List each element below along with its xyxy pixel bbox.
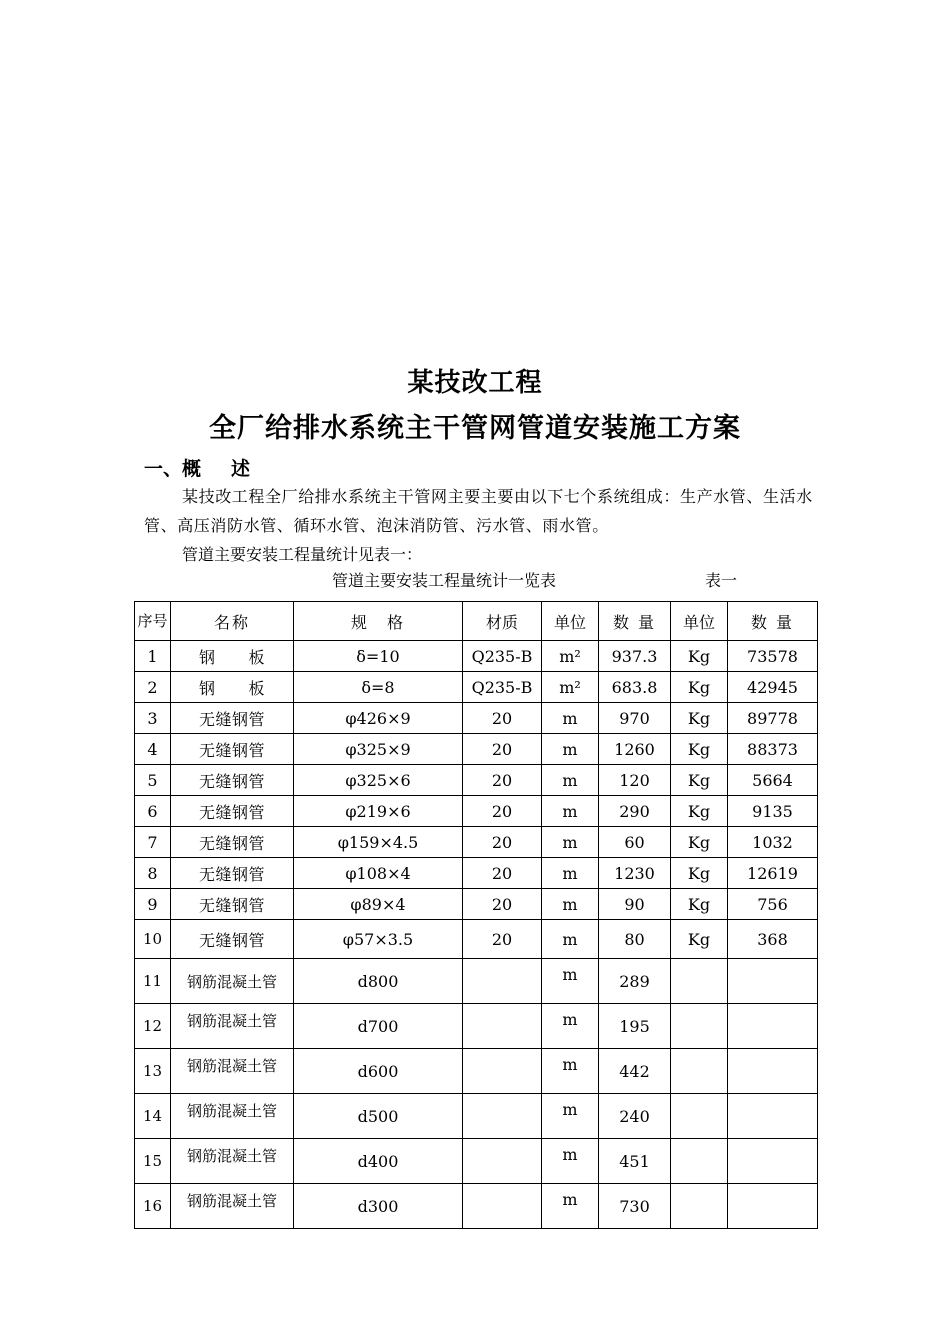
table-cell: 120: [599, 765, 671, 796]
table-cell: [671, 1184, 728, 1229]
table-cell: 42945: [728, 672, 818, 703]
table-cell: 20: [463, 858, 542, 889]
table-cell: [728, 1184, 818, 1229]
table-cell: 10: [135, 920, 171, 959]
table-cell: φ325×9: [294, 734, 463, 765]
table-cell: 290: [599, 796, 671, 827]
table-cell: 20: [463, 796, 542, 827]
table-cell: d400: [294, 1139, 463, 1184]
table-cell: [728, 1139, 818, 1184]
table-cell: 3: [135, 703, 171, 734]
table-cell: m: [542, 796, 599, 827]
table-row: [135, 1049, 818, 1094]
table-cell: 20: [463, 827, 542, 858]
table-cell: 60: [599, 827, 671, 858]
table-cell: [463, 1049, 542, 1094]
table-header-cell: 序号: [135, 602, 171, 641]
table-cell: [463, 959, 542, 1004]
table-cell: 钢筋混凝土管: [171, 1004, 294, 1049]
table-cell: [671, 1139, 728, 1184]
table-row: [135, 703, 818, 734]
table-cell: d800: [294, 959, 463, 1004]
table-header-cell: 数 量: [728, 602, 818, 641]
table-cell: 钢 板: [171, 672, 294, 703]
section-heading: [144, 454, 250, 481]
table-cell: 无缝钢管: [171, 827, 294, 858]
table-cell: 4: [135, 734, 171, 765]
table-cell: m: [542, 1049, 599, 1094]
table-cell: 9: [135, 889, 171, 920]
table-cell: 90: [599, 889, 671, 920]
table-cell: 8: [135, 858, 171, 889]
table-row: [135, 920, 818, 959]
table-cell: d700: [294, 1004, 463, 1049]
section-number: 一、: [144, 458, 183, 480]
table-row: [135, 1004, 818, 1049]
table-header-cell: 单位: [542, 602, 599, 641]
table-cell: Q235-B: [463, 672, 542, 703]
table-cell: m: [542, 1094, 599, 1139]
table-cell: Kg: [671, 765, 728, 796]
table-cell: m: [542, 827, 599, 858]
table-cell: Kg: [671, 734, 728, 765]
table-cell: [463, 1184, 542, 1229]
table-cell: 无缝钢管: [171, 889, 294, 920]
table-caption: 管道主要安装工程量统计一览表: [332, 571, 557, 590]
table-cell: Kg: [671, 641, 728, 672]
table-cell: m: [542, 1139, 599, 1184]
table-cell: 无缝钢管: [171, 858, 294, 889]
table-cell: Q235-B: [463, 641, 542, 672]
table-cell: 442: [599, 1049, 671, 1094]
table-cell: m: [542, 734, 599, 765]
table-row: [135, 858, 818, 889]
table-cell: 970: [599, 703, 671, 734]
table-cell: m: [542, 765, 599, 796]
table-cell: m: [542, 889, 599, 920]
table-cell: [463, 1004, 542, 1049]
table-cell: 16: [135, 1184, 171, 1229]
table-cell: 88373: [728, 734, 818, 765]
table-cell: Kg: [671, 796, 728, 827]
table-cell: m²: [542, 641, 599, 672]
table-cell: 2: [135, 672, 171, 703]
table-cell: Kg: [671, 672, 728, 703]
table-cell: 13: [135, 1049, 171, 1094]
table-cell: δ=8: [294, 672, 463, 703]
table-cell: φ219×6: [294, 796, 463, 827]
table-cell: 12619: [728, 858, 818, 889]
table-cell: Kg: [671, 920, 728, 959]
table-cell: 20: [463, 734, 542, 765]
table-cell: 钢筋混凝土管: [171, 959, 294, 1004]
table-cell: [463, 1094, 542, 1139]
table-header-cell: 单位: [671, 602, 728, 641]
table-cell: 钢 板: [171, 641, 294, 672]
table-row: [135, 734, 818, 765]
table-cell: 20: [463, 889, 542, 920]
table-cell: δ=10: [294, 641, 463, 672]
table-cell: m: [542, 703, 599, 734]
table-cell: [728, 959, 818, 1004]
section-title-part2: 述: [231, 458, 251, 480]
table-cell: Kg: [671, 827, 728, 858]
table-cell: [728, 1049, 818, 1094]
table-cell: d600: [294, 1049, 463, 1094]
table-cell: 钢筋混凝土管: [171, 1049, 294, 1094]
table-cell: 11: [135, 959, 171, 1004]
table-row: [135, 672, 818, 703]
table-row: [135, 796, 818, 827]
table-cell: 80: [599, 920, 671, 959]
table-cell: 无缝钢管: [171, 920, 294, 959]
table-cell: 289: [599, 959, 671, 1004]
document-title: 某技改工程: [407, 368, 543, 398]
table-cell: [671, 1004, 728, 1049]
table-cell: [463, 1139, 542, 1184]
table-header-cell: 规 格: [294, 602, 463, 641]
table-row: [135, 1094, 818, 1139]
table-cell: m: [542, 959, 599, 1004]
table-cell: 14: [135, 1094, 171, 1139]
table-cell: [728, 1094, 818, 1139]
table-cell: 20: [463, 703, 542, 734]
table-row: [135, 889, 818, 920]
table-row: [135, 1139, 818, 1184]
table-cell: 钢筋混凝土管: [171, 1139, 294, 1184]
table-row: [135, 827, 818, 858]
table-cell: 1260: [599, 734, 671, 765]
table-cell: 无缝钢管: [171, 734, 294, 765]
table-cell: 5: [135, 765, 171, 796]
table-cell: [728, 1004, 818, 1049]
table-cell: φ426×9: [294, 703, 463, 734]
table-cell: 9135: [728, 796, 818, 827]
table-cell: φ325×6: [294, 765, 463, 796]
table-cell: 368: [728, 920, 818, 959]
table-cell: Kg: [671, 858, 728, 889]
table-cell: [671, 1049, 728, 1094]
section-title-part1: 概: [182, 458, 202, 480]
table-cell: 12: [135, 1004, 171, 1049]
table-cell: φ89×4: [294, 889, 463, 920]
table-header-cell: 名称: [171, 602, 294, 641]
table-row: [135, 641, 818, 672]
table-cell: 451: [599, 1139, 671, 1184]
table-intro-paragraph: 管道主要安装工程量统计见表一：: [182, 545, 423, 564]
overview-paragraph: 某技改工程全厂给排水系统主干管网主要主要由以下七个系统组成：生产水管、生活水管、高压消防水管、循环水管、泡沫消防管、污水管、雨水管。: [144, 487, 813, 535]
table-cell: d500: [294, 1094, 463, 1139]
table-cell: 无缝钢管: [171, 765, 294, 796]
table-cell: 7: [135, 827, 171, 858]
table-cell: 937.3: [599, 641, 671, 672]
table-cell: 756: [728, 889, 818, 920]
table-cell: 15: [135, 1139, 171, 1184]
table-cell: 683.8: [599, 672, 671, 703]
table-cell: 5664: [728, 765, 818, 796]
table-cell: φ57×3.5: [294, 920, 463, 959]
table-cell: 钢筋混凝土管: [171, 1094, 294, 1139]
table-cell: 73578: [728, 641, 818, 672]
table-cell: 195: [599, 1004, 671, 1049]
table-cell: 1230: [599, 858, 671, 889]
table-cell: 无缝钢管: [171, 703, 294, 734]
table-cell: m: [542, 858, 599, 889]
table-header-cell: 数 量: [599, 602, 671, 641]
document-subtitle: 全厂给排水系统主干管网管道安装施工方案: [209, 413, 741, 444]
table-cell: 89778: [728, 703, 818, 734]
table-cell: φ108×4: [294, 858, 463, 889]
table-cell: [671, 959, 728, 1004]
table-number: 表一: [705, 571, 738, 590]
table-row: [135, 959, 818, 1004]
table-cell: m: [542, 1004, 599, 1049]
table-header-cell: 材质: [463, 602, 542, 641]
table-cell: 6: [135, 796, 171, 827]
table-cell: 1032: [728, 827, 818, 858]
table-cell: [671, 1094, 728, 1139]
table-cell: 20: [463, 765, 542, 796]
table-cell: m: [542, 1184, 599, 1229]
table-cell: m²: [542, 672, 599, 703]
table-cell: Kg: [671, 703, 728, 734]
table-cell: 20: [463, 920, 542, 959]
table-row: [135, 765, 818, 796]
table-cell: m: [542, 920, 599, 959]
table-cell: Kg: [671, 889, 728, 920]
table-row: [135, 1184, 818, 1229]
table-cell: 240: [599, 1094, 671, 1139]
table-cell: 钢筋混凝土管: [171, 1184, 294, 1229]
table-cell: 730: [599, 1184, 671, 1229]
table-cell: φ159×4.5: [294, 827, 463, 858]
table-cell: 1: [135, 641, 171, 672]
table-cell: d300: [294, 1184, 463, 1229]
quantity-table: [134, 601, 818, 1229]
table-cell: 无缝钢管: [171, 796, 294, 827]
table-header-row: [135, 602, 818, 641]
